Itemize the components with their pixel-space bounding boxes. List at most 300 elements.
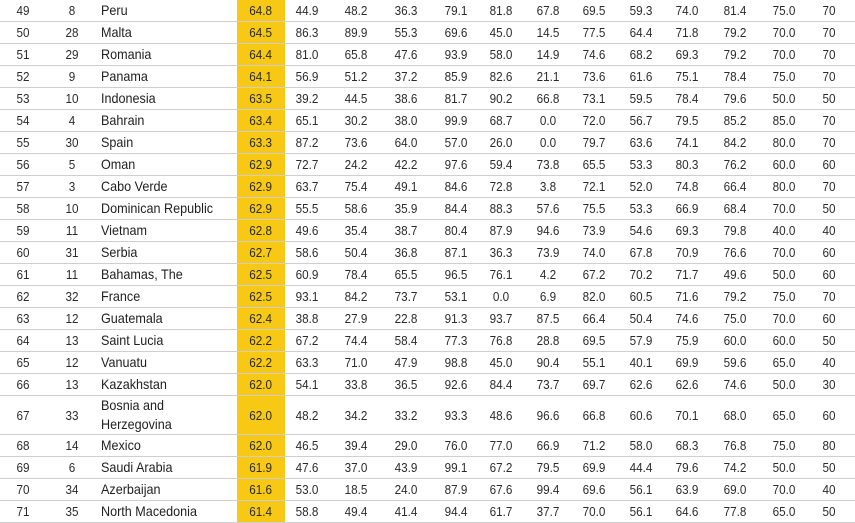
indicator-score-cell: 68.3 [675,438,699,453]
indicator-score-cell: 60 [822,407,836,423]
region-rank-cell: 9 [68,69,76,84]
indicator-score-cell: 79.2 [723,47,747,62]
indicator-score-cell: 88.3 [489,201,513,216]
indicator-score-cell: 87.5 [536,311,560,326]
table-row [0,220,855,242]
country-name-cell: Dominican Republic [101,200,214,216]
overall-score-value: 64.4 [249,47,273,62]
indicator-score-cell: 74.6 [675,311,699,326]
indicator-score-cell: 49.6 [295,223,319,238]
overall-score-value: 62.9 [249,201,273,216]
indicator-score-cell: 54.6 [629,223,653,238]
indicator-score-cell: 93.9 [444,47,468,62]
indicator-score-cell: 30 [822,377,836,392]
country-name-cell: Bahrain [101,112,145,128]
indicator-score-cell: 75.0 [772,69,796,84]
indicator-score-cell: 71.8 [675,25,699,40]
indicator-score-cell: 85.2 [723,113,747,128]
indicator-score-cell: 70.0 [772,201,796,216]
indicator-score-cell: 60 [822,267,836,282]
indicator-score-cell: 46.5 [295,438,319,453]
region-rank-cell: 11 [65,223,79,238]
indicator-score-cell: 49.1 [394,179,418,194]
overall-score-value: 62.7 [249,245,273,260]
indicator-score-cell: 39.4 [344,438,368,453]
indicator-score-cell: 60.0 [772,333,796,348]
indicator-score-cell: 60 [822,245,836,260]
world-rank-cell: 70 [16,482,30,497]
indicator-score-cell: 44.9 [295,3,319,18]
indicator-score-cell: 75.0 [772,3,796,18]
region-rank-cell: 12 [65,311,79,326]
overall-score-value: 62.4 [249,311,273,326]
indicator-score-cell: 73.8 [536,157,560,172]
indicator-score-cell: 78.4 [344,267,368,282]
table-row [0,308,855,330]
indicator-score-cell: 70 [822,179,836,194]
table-row [0,396,855,435]
world-rank-cell: 64 [16,333,30,348]
overall-score-cell [237,330,285,351]
table-row [0,479,855,501]
table-row [0,286,855,308]
indicator-score-cell: 82.0 [582,289,606,304]
indicator-score-cell: 76.6 [723,245,747,260]
overall-score-cell [237,374,285,395]
indicator-score-cell: 81.7 [444,91,468,106]
indicator-score-cell: 92.6 [444,377,468,392]
indicator-score-cell: 71.2 [582,438,606,453]
indicator-score-cell: 93.3 [444,407,468,423]
country-name-cell: Vanuatu [101,354,148,370]
indicator-score-cell: 6.9 [539,289,557,304]
world-rank-cell: 67 [16,407,30,423]
indicator-score-cell: 57.0 [444,135,468,150]
indicator-score-cell: 67.6 [489,482,513,497]
country-name-cell: Mexico [101,437,141,453]
indicator-score-cell: 69.5 [582,3,606,18]
indicator-score-cell: 28.8 [536,333,560,348]
indicator-score-cell: 65.8 [344,47,368,62]
indicator-score-cell: 69.9 [582,460,606,475]
table-row [0,0,855,22]
overall-score-value: 61.9 [249,460,273,475]
region-rank-cell: 31 [65,245,79,260]
indicator-score-cell: 59.6 [723,355,747,370]
overall-score-value: 61.6 [249,482,273,497]
indicator-score-cell: 55.3 [394,25,418,40]
indicator-score-cell: 60.5 [629,289,653,304]
table-row [0,110,855,132]
table-row [0,22,855,44]
indicator-score-cell: 44.4 [629,460,653,475]
indicator-score-cell: 0.0 [539,113,557,128]
world-rank-cell: 49 [16,3,30,18]
indicator-score-cell: 70 [822,113,836,128]
indicator-score-cell: 38.0 [394,113,418,128]
indicator-score-cell: 40 [822,355,836,370]
overall-score-cell [237,501,285,522]
indicator-score-cell: 73.9 [582,223,606,238]
overall-score-value: 64.5 [249,25,273,40]
overall-score-cell [237,66,285,87]
indicator-score-cell: 51.2 [344,69,368,84]
indicator-score-cell: 69.6 [582,482,606,497]
world-rank-cell: 57 [16,179,30,194]
country-name-cell: Azerbaijan [101,481,161,497]
indicator-score-cell: 45.0 [489,25,513,40]
indicator-score-cell: 76.0 [444,438,468,453]
region-rank-cell: 34 [65,482,79,497]
table-row [0,330,855,352]
indicator-score-cell: 53.3 [629,157,653,172]
indicator-score-cell: 40 [822,223,836,238]
table-row [0,457,855,479]
indicator-score-cell: 4.2 [539,267,557,282]
indicator-score-cell: 74.8 [675,179,699,194]
indicator-score-cell: 81.8 [489,3,513,18]
indicator-score-cell: 64.4 [629,25,653,40]
overall-score-value: 62.2 [249,355,273,370]
indicator-score-cell: 58.6 [344,201,368,216]
indicator-score-cell: 79.5 [536,460,560,475]
indicator-score-cell: 64.0 [394,135,418,150]
indicator-score-cell: 70 [822,3,836,18]
indicator-score-cell: 82.6 [489,69,513,84]
indicator-score-cell: 47.6 [394,47,418,62]
indicator-score-cell: 98.8 [444,355,468,370]
world-rank-cell: 65 [16,355,30,370]
indicator-score-cell: 38.6 [394,91,418,106]
indicator-score-cell: 50.0 [772,91,796,106]
indicator-score-cell: 65.0 [772,504,796,519]
overall-score-value: 62.0 [249,377,273,392]
indicator-score-cell: 80.3 [675,157,699,172]
indicator-score-cell: 76.2 [723,157,747,172]
world-rank-cell: 69 [16,460,30,475]
overall-score-cell [237,176,285,197]
region-rank-cell: 4 [68,113,76,128]
overall-score-cell [237,198,285,219]
indicator-score-cell: 75.4 [344,179,368,194]
indicator-score-cell: 89.9 [344,25,368,40]
country-name-cell: Spain [101,134,134,150]
indicator-score-cell: 73.7 [394,289,418,304]
indicator-score-cell: 62.6 [629,377,653,392]
indicator-score-cell: 69.6 [444,25,468,40]
indicator-score-cell: 50.0 [772,267,796,282]
indicator-score-cell: 75.9 [675,333,699,348]
country-name-cell: Romania [101,46,152,62]
world-rank-cell: 51 [16,47,30,62]
indicator-score-cell: 94.6 [536,223,560,238]
indicator-score-cell: 58.6 [295,245,319,260]
indicator-score-cell: 68.0 [723,407,747,423]
indicator-score-cell: 50 [822,504,836,519]
indicator-score-cell: 56.9 [295,69,319,84]
region-rank-cell: 6 [68,460,76,475]
indicator-score-cell: 58.0 [489,47,513,62]
indicator-score-cell: 33.2 [394,407,418,423]
indicator-score-cell: 58.4 [394,333,418,348]
indicator-score-cell: 76.8 [723,438,747,453]
indicator-score-cell: 70.0 [582,504,606,519]
indicator-score-cell: 48.2 [295,407,319,423]
indicator-score-cell: 81.0 [295,47,319,62]
indicator-score-cell: 60.6 [629,407,653,423]
country-name-cell: Saint Lucia [101,332,164,348]
indicator-score-cell: 50.0 [772,377,796,392]
indicator-score-cell: 90.4 [536,355,560,370]
indicator-score-cell: 43.9 [394,460,418,475]
indicator-score-cell: 70.0 [772,482,796,497]
country-name-cell: Bosnia and Herzegovina [101,397,172,432]
country-name-cell: Oman [101,156,136,172]
indicator-score-cell: 71.6 [675,289,699,304]
table-row [0,352,855,374]
indicator-score-cell: 48.2 [344,3,368,18]
indicator-score-cell: 70 [822,69,836,84]
overall-score-value: 62.5 [249,267,273,282]
indicator-score-cell: 30.2 [344,113,368,128]
indicator-score-cell: 99.4 [536,482,560,497]
indicator-score-cell: 80.0 [772,179,796,194]
indicator-score-cell: 84.4 [444,201,468,216]
indicator-score-cell: 75.1 [675,69,699,84]
indicator-score-cell: 77.5 [582,25,606,40]
indicator-score-cell: 72.8 [489,179,513,194]
indicator-score-cell: 33.8 [344,377,368,392]
indicator-score-cell: 3.8 [539,179,557,194]
indicator-score-cell: 21.1 [536,69,560,84]
indicator-score-cell: 50.0 [772,460,796,475]
world-rank-cell: 68 [16,438,30,453]
overall-score-cell [237,352,285,373]
table-row [0,435,855,457]
indicator-score-cell: 64.6 [675,504,699,519]
indicator-score-cell: 44.5 [344,91,368,106]
overall-score-value: 63.5 [249,91,273,106]
world-rank-cell: 59 [16,223,30,238]
table-row [0,154,855,176]
indicator-score-cell: 74.1 [675,135,699,150]
indicator-score-cell: 0.0 [492,289,510,304]
table-row [0,176,855,198]
indicator-score-cell: 70.0 [772,47,796,62]
overall-score-cell [237,0,285,21]
indicator-score-cell: 91.3 [444,311,468,326]
overall-score-value: 62.8 [249,223,273,238]
indicator-score-cell: 85.0 [772,113,796,128]
indicator-score-cell: 0.0 [539,135,557,150]
indicator-score-cell: 87.9 [444,482,468,497]
country-name-cell: Panama [101,68,148,84]
world-rank-cell: 62 [16,289,30,304]
indicator-score-cell: 36.8 [394,245,418,260]
overall-score-cell [237,44,285,65]
indicator-score-cell: 78.4 [675,91,699,106]
indicator-score-cell: 79.6 [675,460,699,475]
indicator-score-cell: 60.0 [772,157,796,172]
indicator-score-cell: 79.1 [444,3,468,18]
indicator-score-cell: 50.4 [629,311,653,326]
indicator-score-cell: 61.6 [629,69,653,84]
indicator-score-cell: 24.2 [344,157,368,172]
region-rank-cell: 10 [65,201,79,216]
indicator-score-cell: 65.0 [772,407,796,423]
indicator-score-cell: 96.6 [536,407,560,423]
indicator-score-cell: 81.4 [723,3,747,18]
country-name-cell: Kazakhstan [101,376,167,392]
world-rank-cell: 54 [16,113,30,128]
country-name-cell: France [101,288,141,304]
indicator-score-cell: 67.2 [489,460,513,475]
world-rank-cell: 58 [16,201,30,216]
indicator-score-cell: 67.8 [629,245,653,260]
table-row [0,501,855,523]
indicator-score-cell: 50 [822,91,836,106]
overall-score-cell [237,154,285,175]
indicator-score-cell: 53.1 [444,289,468,304]
region-rank-cell: 33 [65,407,79,423]
indicator-score-cell: 37.2 [394,69,418,84]
indicator-score-cell: 74.0 [582,245,606,260]
indicator-score-cell: 70.9 [675,245,699,260]
indicator-score-cell: 47.6 [295,460,319,475]
indicator-score-cell: 67.2 [295,333,319,348]
indicator-score-cell: 50 [822,333,836,348]
indicator-score-cell: 97.6 [444,157,468,172]
indicator-score-cell: 60 [822,311,836,326]
indicator-score-cell: 73.6 [344,135,368,150]
indicator-score-cell: 71.7 [675,267,699,282]
indicator-score-cell: 65.5 [582,157,606,172]
region-rank-cell: 10 [65,91,79,106]
indicator-score-cell: 74.0 [675,3,699,18]
indicator-score-cell: 70 [822,135,836,150]
indicator-score-cell: 67.2 [582,267,606,282]
indicator-score-cell: 37.0 [344,460,368,475]
indicator-score-cell: 69.9 [675,355,699,370]
region-rank-cell: 3 [68,179,76,194]
indicator-score-cell: 79.2 [723,25,747,40]
table-row [0,66,855,88]
indicator-score-cell: 60.9 [295,267,319,282]
country-name-cell: Bahamas, The [101,266,183,282]
indicator-score-cell: 77.8 [723,504,747,519]
indicator-score-cell: 56.1 [629,504,653,519]
indicator-score-cell: 99.1 [444,460,468,475]
country-name-cell: Saudi Arabia [101,459,173,475]
indicator-score-cell: 80 [822,438,836,453]
country-name-cell: Malta [101,24,132,40]
table-row [0,132,855,154]
indicator-score-cell: 59.4 [489,157,513,172]
indicator-score-cell: 94.4 [444,504,468,519]
region-rank-cell: 12 [65,355,79,370]
indicator-score-cell: 87.2 [295,135,319,150]
region-rank-cell: 13 [65,377,79,392]
indicator-score-cell: 96.5 [444,267,468,282]
indicator-score-cell: 53.3 [629,201,653,216]
indicator-score-cell: 38.7 [394,223,418,238]
world-rank-cell: 60 [16,245,30,260]
indicator-score-cell: 84.6 [444,179,468,194]
indicator-score-cell: 99.9 [444,113,468,128]
overall-score-value: 63.4 [249,113,273,128]
region-rank-cell: 28 [65,25,79,40]
overall-score-value: 62.9 [249,179,273,194]
indicator-score-cell: 66.9 [536,438,560,453]
indicator-score-cell: 72.7 [295,157,319,172]
world-rank-cell: 61 [16,267,30,282]
indicator-score-cell: 75.0 [723,311,747,326]
overall-score-cell [237,132,285,153]
indicator-score-cell: 61.7 [489,504,513,519]
indicator-score-cell: 80.0 [772,135,796,150]
indicator-score-cell: 65.5 [394,267,418,282]
indicator-score-cell: 36.3 [394,3,418,18]
indicator-score-cell: 35.9 [394,201,418,216]
indicator-score-cell: 72.1 [582,179,606,194]
indicator-score-cell: 68.4 [723,201,747,216]
region-rank-cell: 35 [65,504,79,519]
indicator-score-cell: 70.1 [675,407,699,423]
indicator-score-cell: 55.1 [582,355,606,370]
region-rank-cell: 5 [68,157,76,172]
world-rank-cell: 71 [16,504,30,519]
indicator-score-cell: 57.9 [629,333,653,348]
indicator-score-cell: 63.7 [295,179,319,194]
country-name-cell: Indonesia [101,90,156,106]
indicator-score-cell: 53.0 [295,482,319,497]
indicator-score-cell: 66.8 [536,91,560,106]
indicator-score-cell: 40 [822,482,836,497]
country-name-cell: North Macedonia [101,503,197,519]
indicator-score-cell: 14.9 [536,47,560,62]
table-row [0,44,855,66]
overall-score-cell [237,308,285,329]
indicator-score-cell: 87.9 [489,223,513,238]
indicator-score-cell: 36.3 [489,245,513,260]
table-row [0,88,855,110]
indicator-score-cell: 50.4 [344,245,368,260]
overall-score-cell [237,457,285,478]
world-rank-cell: 66 [16,377,30,392]
indicator-score-cell: 77.0 [489,438,513,453]
indicator-score-cell: 87.1 [444,245,468,260]
indicator-score-cell: 70.2 [629,267,653,282]
indicator-score-cell: 77.3 [444,333,468,348]
overall-score-cell [237,220,285,241]
region-rank-cell: 13 [65,333,79,348]
overall-score-cell [237,88,285,109]
table-row [0,198,855,220]
indicator-score-cell: 60 [822,157,836,172]
indicator-score-cell: 70.0 [772,25,796,40]
indicator-score-cell: 52.0 [629,179,653,194]
indicator-score-cell: 74.4 [344,333,368,348]
indicator-score-cell: 73.9 [536,245,560,260]
indicator-score-cell: 45.0 [489,355,513,370]
country-name-cell: Peru [101,2,128,18]
indicator-score-cell: 49.6 [723,267,747,282]
world-rank-cell: 56 [16,157,30,172]
overall-score-cell [237,479,285,500]
indicator-score-cell: 66.8 [582,407,606,423]
overall-score-cell [237,242,285,263]
indicator-score-cell: 74.2 [723,460,747,475]
